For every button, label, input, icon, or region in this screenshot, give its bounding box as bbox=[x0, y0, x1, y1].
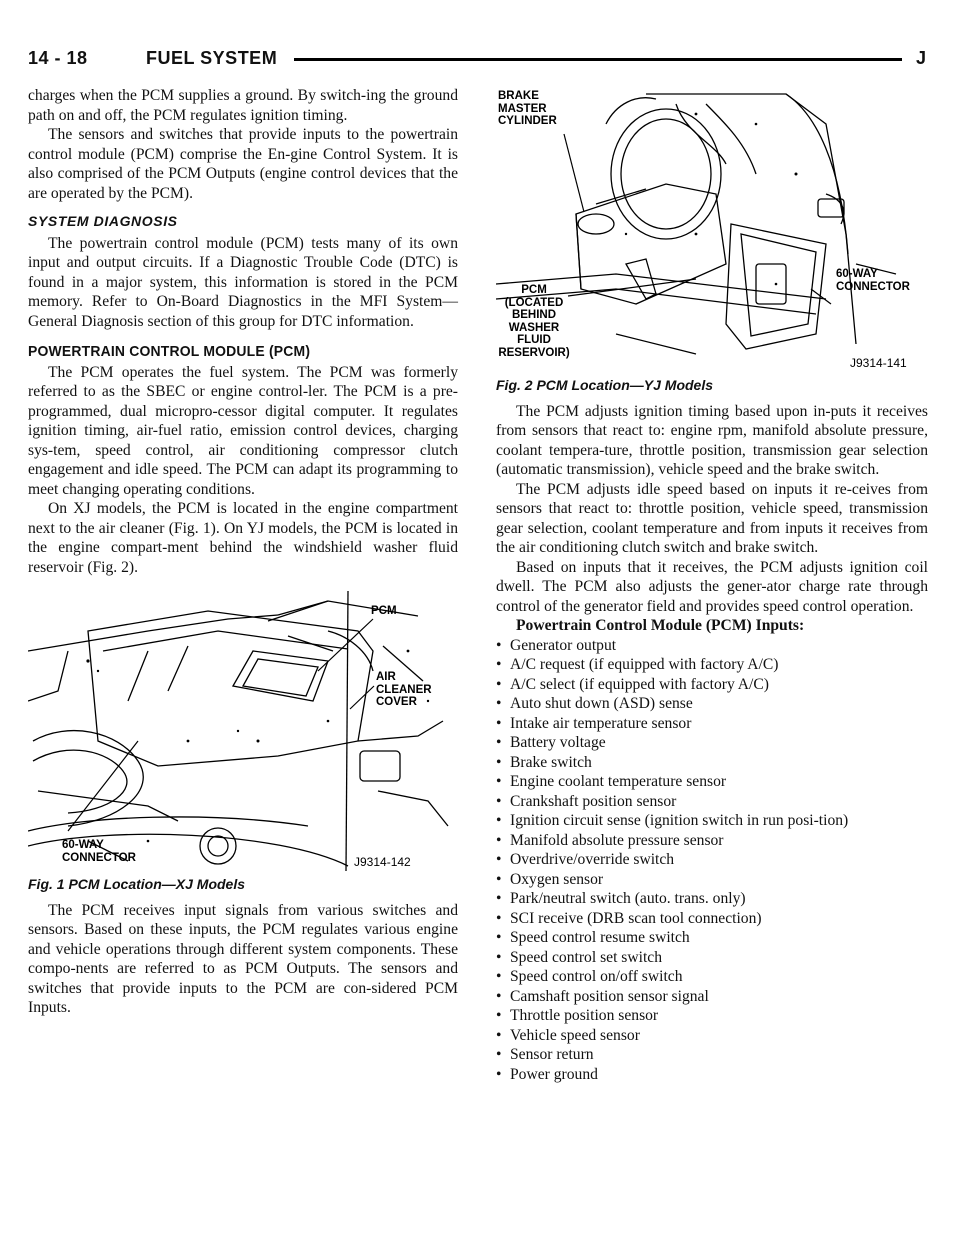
input-list-item bbox=[496, 714, 928, 734]
input-list-item bbox=[496, 675, 928, 695]
input-list-item bbox=[496, 1026, 928, 1046]
input-list-item bbox=[496, 928, 928, 948]
page-number: 14 - 18 bbox=[28, 48, 88, 68]
input-list-item-text: SCI receive (DRB scan tool connection) bbox=[510, 909, 762, 927]
input-list-item bbox=[496, 694, 928, 714]
input-list-item-text: Battery voltage bbox=[510, 734, 606, 751]
paragraph: The PCM adjusts idle speed based on inputs it re-ceives from sensors that react to: throttle position, vehicle speed, transmission gear selection, coolant temperature and from inputs it receives from the air conditioning clutch switch and brake switch. bbox=[496, 480, 928, 556]
input-list-item bbox=[496, 772, 928, 792]
input-list-item bbox=[496, 948, 928, 968]
header-rule bbox=[294, 58, 902, 61]
input-list-item-text: Intake air temperature sensor bbox=[510, 714, 692, 732]
bullet-icon: • bbox=[496, 1046, 502, 1063]
fig2-label-connector: 60-WAY CONNECTOR bbox=[836, 268, 910, 293]
input-list-item bbox=[496, 1045, 928, 1065]
input-list-item-text: Vehicle speed sensor bbox=[510, 1026, 640, 1044]
input-list-item bbox=[496, 987, 928, 1007]
paragraph: Based on inputs that it receives, the PCM adjusts ignition coil dwell. The PCM also adjusts the gener-ator charge rate through control of the generator field and provides speed control operation. bbox=[496, 558, 928, 615]
input-list-item-text: Speed control resume switch bbox=[510, 929, 690, 946]
inputs-title: Powertrain Control Module (PCM) Inputs: bbox=[516, 617, 805, 634]
input-list-item-text: Camshaft position sensor signal bbox=[510, 987, 709, 1005]
bullet-icon: • bbox=[496, 695, 502, 712]
bullet-icon: • bbox=[496, 890, 502, 907]
input-list-item-text: Speed control on/off switch bbox=[510, 968, 683, 985]
bullet-icon: • bbox=[496, 1026, 502, 1044]
paragraph: charges when the PCM supplies a ground. By switch-ing the ground path on and off, the PCM regulates ignition timing. bbox=[28, 87, 458, 124]
bullet-icon: • bbox=[496, 987, 502, 1005]
fig1-code: J9314-142 bbox=[354, 855, 411, 869]
bullet-icon: • bbox=[496, 831, 502, 849]
paragraph: On XJ models, the PCM is located in the engine compartment next to the air cleaner (Fig. 1). On YJ models, the PCM is located in the engine compart-ment behind the windshield washer fluid reservoir (Fig. 2). bbox=[28, 500, 458, 576]
bullet-icon: • bbox=[496, 792, 502, 810]
input-list-item bbox=[496, 792, 928, 812]
bullet-icon: • bbox=[496, 1007, 502, 1024]
edition-letter: J bbox=[915, 48, 926, 68]
input-list-item-text: A/C select (if equipped with factory A/C) bbox=[510, 675, 769, 693]
input-list-item-text: Oxygen sensor bbox=[510, 870, 604, 888]
input-list-item bbox=[496, 655, 928, 675]
right-column bbox=[496, 84, 928, 1084]
left-column bbox=[28, 86, 458, 1018]
bullet-icon: • bbox=[496, 968, 502, 985]
paragraph: The PCM adjusts ignition timing based upon in-puts it receives from sensors that react to: engine rpm, manifold absolute pressure, coolant tempera-ture, throttle position, transmission gear selection (automatic transmission), vehicle speed and the brake switch. bbox=[496, 402, 928, 478]
bullet-icon: • bbox=[496, 948, 502, 966]
figure-2 bbox=[496, 84, 928, 396]
input-list-item-text: Auto shut down (ASD) sense bbox=[510, 695, 693, 712]
bullet-icon: • bbox=[496, 909, 502, 927]
paragraph: The powertrain control module (PCM) tests many of its own input and output circuits. If a Diagnostic Trouble Code (DTC) is found in a major system, this information is stored in the PCM memory. Refer to On-Board Diagnostics in the MFI System—General Diagnosis section of this group for DTC information. bbox=[28, 234, 458, 330]
fig2-label-brake-master: BRAKE MASTER CYLINDER bbox=[498, 90, 557, 127]
figure-1-illustration bbox=[28, 591, 458, 871]
fig1-label-connector: 60-WAY CONNECTOR bbox=[62, 839, 136, 864]
bullet-icon: • bbox=[496, 734, 502, 751]
input-list-item bbox=[496, 870, 928, 890]
subheading-system-diagnosis: SYSTEM DIAGNOSIS bbox=[28, 213, 178, 229]
bullet-icon: • bbox=[496, 773, 502, 790]
section-title: FUEL SYSTEM bbox=[146, 48, 278, 68]
bullet-icon: • bbox=[496, 636, 502, 654]
fig2-label-pcm: PCM (LOCATED BEHIND WASHER FLUID RESERVOIR) bbox=[498, 284, 570, 359]
bullet-icon: • bbox=[496, 714, 502, 732]
input-list-item-text: Engine coolant temperature sensor bbox=[510, 773, 727, 790]
input-list-item bbox=[496, 1065, 928, 1085]
input-list-item bbox=[496, 889, 928, 909]
input-list-item-text: Park/neutral switch (auto. trans. only) bbox=[510, 890, 746, 907]
input-list-item-text: Ignition circuit sense (ignition switch in run posi-tion) bbox=[510, 812, 849, 829]
bullet-icon: • bbox=[496, 753, 502, 771]
input-list-item bbox=[496, 850, 928, 870]
pcm-inputs-list bbox=[496, 636, 928, 1085]
fig2-code: J9314-141 bbox=[850, 356, 907, 370]
bullet-icon: • bbox=[496, 929, 502, 946]
bullet-icon: • bbox=[496, 870, 502, 888]
figure-1 bbox=[28, 591, 458, 895]
bullet-icon: • bbox=[496, 656, 502, 673]
input-list-item bbox=[496, 967, 928, 987]
input-list-item-text: Throttle position sensor bbox=[510, 1007, 659, 1024]
input-list-item-text: Brake switch bbox=[510, 753, 592, 771]
input-list-item-text: Generator output bbox=[510, 636, 617, 654]
paragraph: The sensors and switches that provide inputs to the powertrain control module (PCM) comprise the En-gine Control System. It is also comprised of the PCM Outputs (engine control devices that the are operated by the PCM). bbox=[28, 126, 458, 202]
input-list-item-text: A/C request (if equipped with factory A/C) bbox=[510, 656, 779, 673]
input-list-item-text: Overdrive/override switch bbox=[510, 851, 675, 868]
input-list-item-text: Manifold absolute pressure sensor bbox=[510, 831, 724, 849]
page-header bbox=[28, 36, 932, 76]
input-list-item bbox=[496, 753, 928, 773]
input-list-item-text: Speed control set switch bbox=[510, 948, 663, 966]
heading-pcm: POWERTRAIN CONTROL MODULE (PCM) bbox=[28, 343, 311, 360]
fig1-label-air-cleaner: AIR CLEANER COVER bbox=[376, 671, 432, 708]
input-list-item bbox=[496, 811, 928, 831]
input-list-item bbox=[496, 831, 928, 851]
input-list-item bbox=[496, 909, 928, 929]
bullet-icon: • bbox=[496, 812, 502, 829]
input-list-item bbox=[496, 733, 928, 753]
fig1-caption: Fig. 1 PCM Location—XJ Models bbox=[28, 876, 246, 892]
input-list-item-text: Crankshaft position sensor bbox=[510, 792, 677, 810]
fig1-label-pcm: PCM bbox=[371, 605, 397, 617]
paragraph: The PCM operates the fuel system. The PCM was formerly referred to as the SBEC or engine control-ler. The PCM is a pre-programmed, dual micropro-cessor digital computer. It regulates ignition timing, air-fuel ratio, emission control devices, charging sys-tem, speed control, air conditioning compressor clutch engagement and idle speed. The PCM can adapt its programming to meet changing operating conditions. bbox=[28, 363, 458, 498]
paragraph: The PCM receives input signals from various switches and sensors. Based on these inputs, the PCM regulates various engine and vehicle operations through different system components. These compo-nents are referred to as PCM Outputs. The sensors and switches that provide inputs to the PCM are con-sidered PCM Inputs. bbox=[28, 901, 458, 1016]
bullet-icon: • bbox=[496, 851, 502, 868]
bullet-icon: • bbox=[496, 675, 502, 693]
input-list-item-text: Sensor return bbox=[510, 1046, 594, 1063]
bullet-icon: • bbox=[496, 1065, 502, 1083]
input-list-item-text: Power ground bbox=[510, 1065, 598, 1083]
input-list-item bbox=[496, 1006, 928, 1026]
input-list-item bbox=[496, 636, 928, 656]
fig2-caption: Fig. 2 PCM Location—YJ Models bbox=[496, 377, 714, 393]
